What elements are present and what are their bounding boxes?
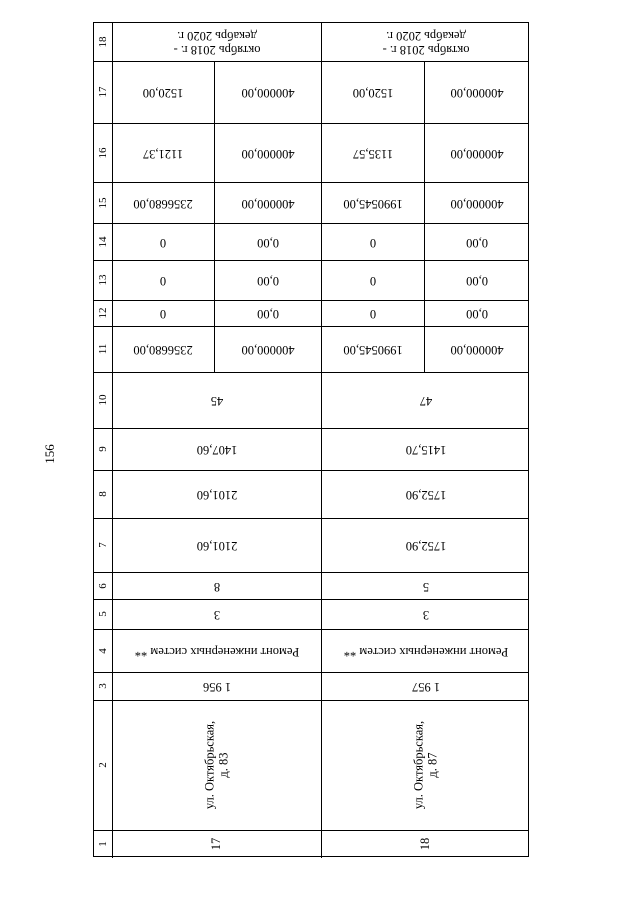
page-number: 156 [42,444,57,464]
column-number-4: 4 [96,647,109,654]
column-rule [214,260,215,300]
cell-r0-c3: 1 956 [202,679,231,694]
column-number-9: 9 [96,446,109,452]
cell-r0-c16-a: 1121,37 [142,146,184,161]
cell-r0-c17-a: 1520,00 [142,85,184,100]
column-rule [424,182,425,223]
cell-r1-c15-b: 400000,00 [450,196,504,211]
cell-r1-c15-a: 1990545,00 [342,196,403,211]
cell-r0-c9: 1407,60 [196,442,237,457]
row-rule [94,300,528,301]
cell-r0-c2: ул. Октябрьская, д. 83 [201,720,230,810]
row-rule [94,830,528,831]
cell-r0-c13-b: 0,00 [256,273,279,288]
column-number-17: 17 [96,86,109,98]
cell-r1-c10: 47 [419,393,432,408]
cell-r1-c14-b: 0,00 [466,235,488,250]
cell-r1-c1: 18 [417,837,432,851]
cell-r0-c17-b: 400000,00 [240,85,295,100]
cell-r0-c7: 2101,60 [196,538,237,553]
cell-r0-c15-b: 400000,00 [240,196,295,211]
cell-r0-c8: 2101,60 [196,487,237,502]
cell-r0-c1: 17 [208,837,223,851]
cell-r1-c16-b: 400000,00 [450,146,504,161]
cell-r1-c17-b: 400000,00 [450,85,504,100]
column-rule [321,23,322,858]
cell-r0-c5: 3 [213,607,220,622]
cell-r1-c8: 1752,90 [405,487,446,502]
row-rule [94,428,528,429]
row-rule [94,260,528,261]
cell-r1-c14-a: 0 [369,235,376,250]
column-number-3: 3 [96,683,109,689]
cell-r0-c18: октябрь 2018 г. - декабрь 2020 г. [173,29,260,57]
column-rule [424,123,425,182]
row-rule [94,182,528,183]
cell-r1-c7: 1752,90 [405,538,446,553]
cell-r0-c15-a: 2356680,00 [133,196,193,211]
cell-r0-c6: 8 [213,579,220,594]
row-rule [94,61,528,62]
column-number-15: 15 [96,197,109,208]
cell-r0-c16-b: 400000,00 [240,146,295,161]
column-number-18: 18 [96,36,109,48]
cell-r0-c14-a: 0 [159,235,167,250]
rotated-data-table [93,22,529,857]
column-number-8: 8 [96,491,109,497]
column-number-5: 5 [96,611,109,617]
cell-r0-c11-a: 2356680,00 [133,342,193,357]
column-number-1: 1 [96,841,109,847]
row-rule [94,372,528,373]
cell-r1-c12-b: 0,00 [466,306,488,321]
column-number-12: 12 [96,307,109,319]
row-rule [94,599,528,600]
column-number-6: 6 [96,582,109,589]
cell-r1-c11-b: 400000,00 [450,342,504,357]
cell-r0-c13-a: 0 [159,273,167,288]
column-number-16: 16 [96,147,109,158]
cell-r1-c4: Ремонт инженерных систем ** [343,644,508,659]
column-number-13: 13 [96,274,109,286]
column-number-11: 11 [96,343,109,355]
cell-r1-c11-a: 1990545,00 [342,342,403,357]
cell-r1-c6: 5 [422,579,429,594]
cell-r0-c12-a: 0 [159,306,167,321]
row-rule [94,223,528,224]
cell-r1-c3: 1 957 [411,679,440,694]
column-number-10: 10 [96,394,109,406]
cell-r1-c17-a: 1520,00 [352,85,393,100]
column-rule [424,260,425,300]
column-rule [112,23,113,858]
column-rule [424,223,425,260]
cell-r1-c13-b: 0,00 [466,273,488,288]
column-rule [424,61,425,123]
row-rule [94,672,528,673]
cell-r1-c18: октябрь 2018 г. - декабрь 2020 г. [382,29,469,57]
column-rule [214,182,215,223]
cell-r1-c5: 3 [422,607,429,622]
cell-r0-c4: Ремонт инженерных систем ** [134,644,299,659]
column-number-2: 2 [96,762,109,768]
cell-r1-c2: ул. Октябрьская, д. 87 [410,720,439,810]
row-rule [94,470,528,471]
column-rule [214,123,215,182]
column-number-14: 14 [96,236,109,247]
cell-r1-c12-a: 0 [369,306,376,321]
cell-r1-c13-a: 0 [369,273,376,288]
cell-r1-c16-a: 1135,57 [352,146,393,161]
column-rule [424,326,425,372]
column-rule [214,61,215,123]
row-rule [94,326,528,327]
cell-r0-c12-b: 0,00 [256,306,279,321]
column-rule [214,326,215,372]
column-rule [214,223,215,260]
cell-r0-c10: 45 [210,393,223,408]
row-rule [94,518,528,519]
row-rule [94,700,528,701]
row-rule [94,572,528,573]
cell-r0-c11-b: 400000,00 [240,342,295,357]
cell-r1-c9: 1415,70 [405,442,446,457]
row-rule [94,123,528,124]
column-rule [214,300,215,326]
column-number-7: 7 [96,542,109,548]
row-rule [94,629,528,630]
column-rule [424,300,425,326]
cell-r0-c14-b: 0,00 [256,235,279,250]
